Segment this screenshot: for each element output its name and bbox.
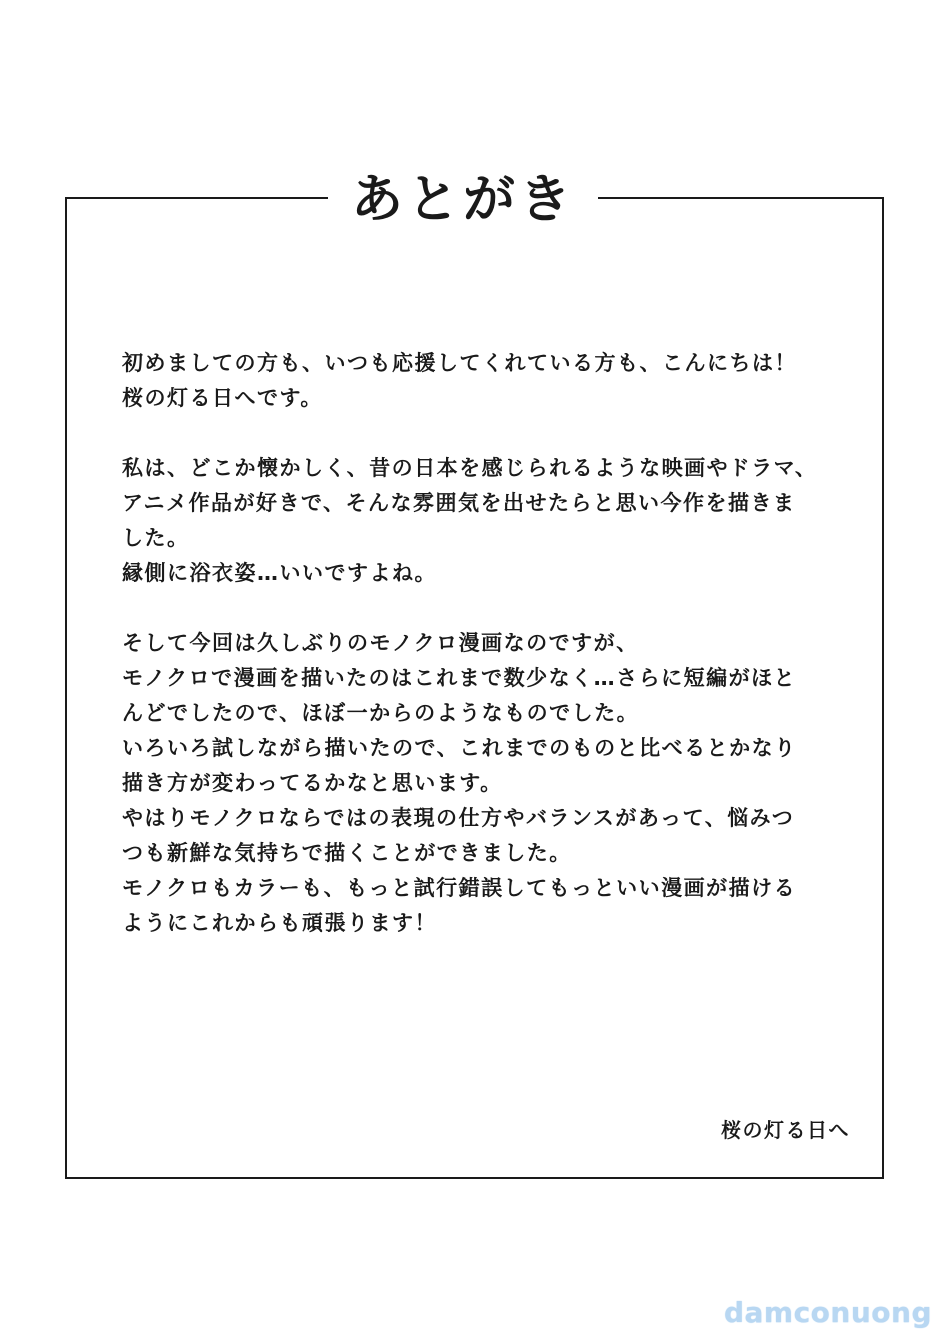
text-line: つも新鮮な気持ちで描くことができました。	[122, 841, 572, 865]
text-line: ようにこれからも頑張ります！	[122, 911, 437, 935]
site-watermark: damconuong	[723, 1296, 932, 1329]
text-line: 描き方が変わってるかなと思います。	[122, 771, 503, 795]
paragraph-inspiration	[122, 451, 842, 591]
text-line: やはりモノクロならではの表現の仕方やバランスがあって、悩みつ	[122, 806, 795, 830]
text-line: モノクロもカラーも、もっと試行錯誤してもっといい漫画が描ける	[122, 876, 797, 900]
paragraph-greeting	[122, 346, 842, 416]
afterword-body	[122, 346, 842, 976]
text-line: した。	[122, 526, 190, 550]
text-line: そして今回は久しぶりのモノクロ漫画なのですが、	[122, 631, 639, 655]
text-line: いろいろ試しながら描いたので、これまでのものと比べるとかなり	[122, 736, 797, 760]
text-line: 初めましての方も、いつも応援してくれている方も、こんにちは！	[122, 351, 797, 375]
text-line: 桜の灯る日へです。	[122, 386, 323, 410]
page-title: あとがき	[350, 170, 575, 230]
text-line: モノクロで漫画を描いたのはこれまで数少なく…さらに短編がほと	[122, 666, 797, 690]
text-line: んどでしたので、ほぼ一からのようなものでした。	[122, 701, 640, 725]
text-line: 私は、どこか懐かしく、昔の日本を感じられるような映画やドラマ、	[122, 456, 818, 480]
author-signature: 桜の灯る日へ	[721, 1118, 850, 1142]
paragraph-monochrome	[122, 626, 842, 941]
text-line: アニメ作品が好きで、そんな雰囲気を出せたらと思い今作を描きま	[122, 491, 796, 515]
text-line: 縁側に浴衣姿…いいですよね。	[122, 561, 437, 585]
